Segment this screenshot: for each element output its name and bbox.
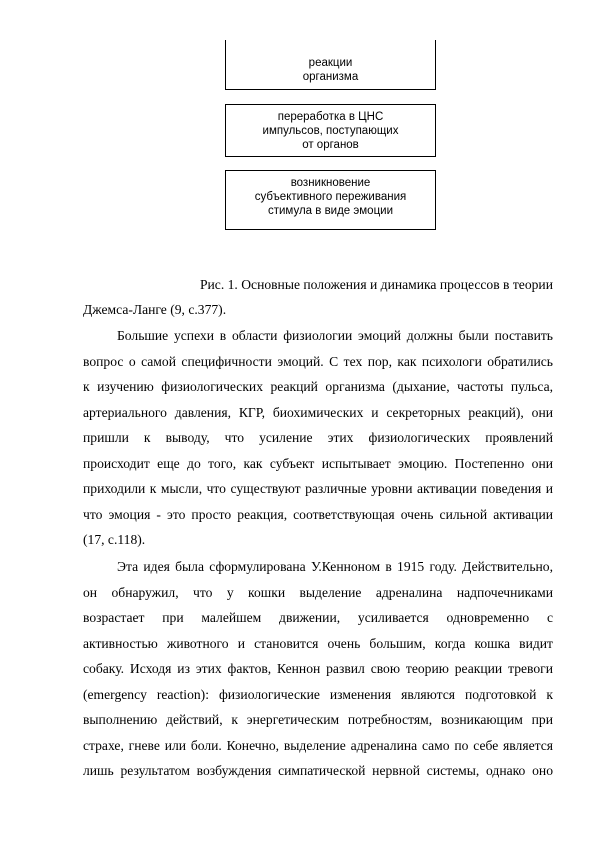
paragraph-line: вопрос о самой специфичности эмоций. С тех пор, как психологи обратились <box>83 353 553 369</box>
paragraph-line: лишь результатом возбуждения симпатической нервной системы, однако оно <box>83 763 553 778</box>
box-line: реакции <box>308 57 353 69</box>
caption-line: Джемса-Ланге (9, с.377). <box>83 302 227 317</box>
box-line: импульсов, поступающих <box>262 125 399 137</box>
flow-box-emotion-experience <box>225 170 436 230</box>
paragraph-line: что эмоция - это просто реакция, соответствующая очень сильной активации <box>83 506 553 522</box>
paragraph-line: приходили к мысли, что существуют различные уровни активации поведения и <box>83 481 553 496</box>
paragraph-line: выполнению действий, к энергетическим потребностям, возникающим при <box>83 712 553 727</box>
paragraph-line: возрастает при малейшем движении, усиливается одновременно с <box>83 610 553 625</box>
caption-line: Рис. 1. Основные положения и динамика процессов в теории <box>199 277 553 292</box>
paragraph-line: активностью животного и становится очень большим, когда кошка видит <box>83 635 553 651</box>
paragraph-line: (emergency reaction): физиологические изменения являются подготовкой к <box>83 686 553 702</box>
box-line: организма <box>302 71 359 83</box>
paragraph-line: артериального давления, КГР, биохимических и секреторных реакций), они <box>83 404 553 420</box>
paragraph-line: собаку. Исходя из этих фактов, Кеннон развил свою теорию реакции тревоги <box>83 661 553 676</box>
flow-box-organism-reaction <box>225 40 436 90</box>
box-line: переработка в ЦНС <box>277 111 384 123</box>
paragraph-line: он обнаружил, что у кошки выделение адреналина надпочечниками <box>83 584 553 600</box>
paragraph-line: Большие успехи в области физиологии эмоций должны были поставить <box>117 328 553 343</box>
paragraph-line: Эта идея была сформулирована У.Кенноном в 1915 году. Действительно, <box>117 559 553 574</box>
box-line: стимула в виде эмоции <box>267 205 394 217</box>
box-line: возникновение <box>290 177 371 189</box>
paragraph-line: страхе, гневе или боли. Конечно, выделение адреналина само по себе является <box>83 737 553 753</box>
paragraph-line: пришли к выводу, что усиление этих физиологических проявлений <box>83 430 553 445</box>
paragraph-line: (17, с.118). <box>83 532 146 547</box>
flow-box-cns-processing <box>225 104 436 157</box>
paragraph-line: к изучению физиологических реакций организма (дыхание, частоты пульса, <box>83 379 553 394</box>
box-line: субъективного переживания <box>254 191 407 203</box>
box-line: от органов <box>302 139 359 151</box>
paragraph-line: происходит еще до того, как субъект испытывает эмоцию. Постепенно они <box>83 455 553 471</box>
